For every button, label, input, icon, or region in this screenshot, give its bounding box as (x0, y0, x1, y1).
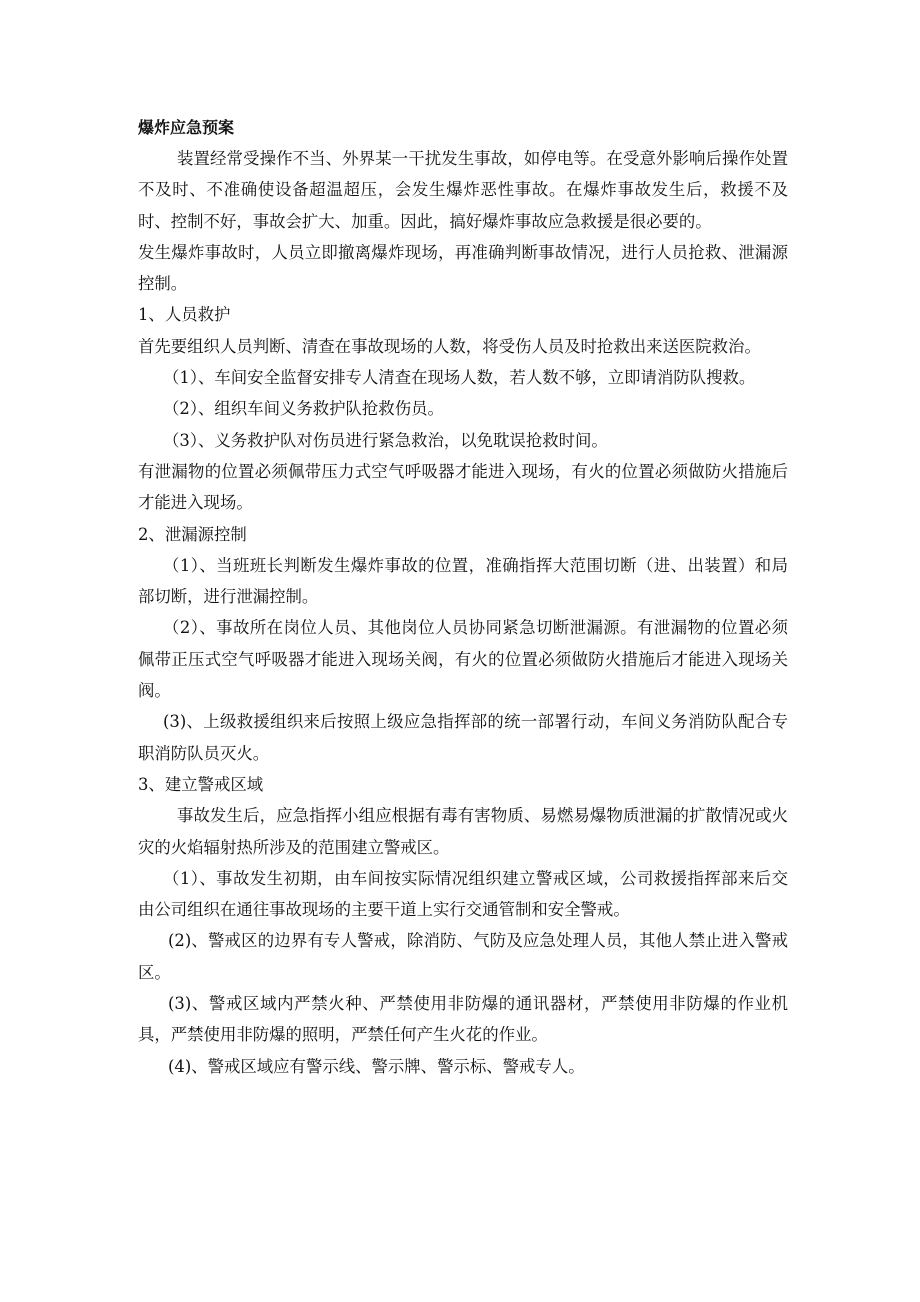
section-heading-rescue: 1、人员救护 (138, 305, 231, 325)
list-item: （1）、车间安全监督安排专人清查在现场人数，若人数不够，立即请消防队搜救。 (163, 368, 756, 388)
intro-paragraph: 装置经常受操作不当、外界某一干扰发生事故，如停电等。在受意外影响后操作处置不及时、不准确使设备超温超压，会发生爆炸恶性事故。在爆炸事故发生后，救援不及时、控制不好，事故会扩大、加重。因此，搞好爆炸事故应急救援是很必要的。 (138, 149, 788, 231)
body-paragraph: 事故发生后，应急指挥小组应根据有毒有害物质、易燃易爆物质泄漏的扩散情况或火灾的火焰辐射热所涉及的范围建立警戒区。 (138, 806, 788, 857)
document-title: 爆炸应急预案 (138, 118, 235, 137)
section-heading-cordon: 3、建立警戒区域 (138, 774, 264, 794)
list-item: (3)、上级救援组织来后按照上级应急指挥部的统一部署行动，车间义务消防队配合专职消防队员灭火。 (138, 712, 788, 763)
list-item: （3）、义务救护队对伤员进行紧急救治，以免耽误抢救时间。 (163, 430, 608, 450)
list-item: （2）、事故所在岗位人员、其他岗位人员协同紧急切断泄漏源。有泄漏物的位置必须佩带正压式空气呼吸器才能进入现场关阀，有火的位置必须做防火措施后才能进入现场关阀。 (138, 618, 788, 701)
list-item: (4)、警戒区域应有警示线、警示牌、警示标、警戒专人。 (168, 1056, 585, 1076)
body-paragraph: 发生爆炸事故时，人员立即撤离爆炸现场，再准确判断事故情况，进行人员抢救、泄漏源控制。 (138, 242, 788, 294)
body-paragraph: 有泄漏物的位置必须佩带压力式空气呼吸器才能进入现场，有火的位置必须做防火措施后才能进入现场。 (138, 461, 788, 513)
list-item: (3)、警戒区域内严禁火种、严禁使用非防爆的通讯器材，严禁使用非防爆的作业机具，严禁使用非防爆的照明，严禁任何产生火花的作业。 (138, 994, 788, 1045)
section-heading-leak-control: 2、泄漏源控制 (138, 524, 247, 544)
list-item: （2）、组织车间义务救护队抢救伤员。 (163, 399, 444, 419)
list-item: （1）、事故发生初期，由车间按实际情况组织建立警戒区域，公司救援指挥部来后交由公司组织在通往事故现场的主要干道上实行交通管制和安全警戒。 (138, 868, 788, 920)
document-page (138, 116, 788, 1082)
list-item: （1）、当班班长判断发生爆炸事故的位置，准确指挥大范围切断（进、出装置）和局部切断，进行泄漏控制。 (138, 555, 788, 607)
body-paragraph: 首先要组织人员判断、清查在事故现场的人数，将受伤人员及时抢救出来送医院救治。 (138, 336, 761, 356)
list-item: (2)、警戒区的边界有专人警戒，除消防、气防及应急处理人员，其他人禁止进入警戒区。 (138, 931, 788, 982)
